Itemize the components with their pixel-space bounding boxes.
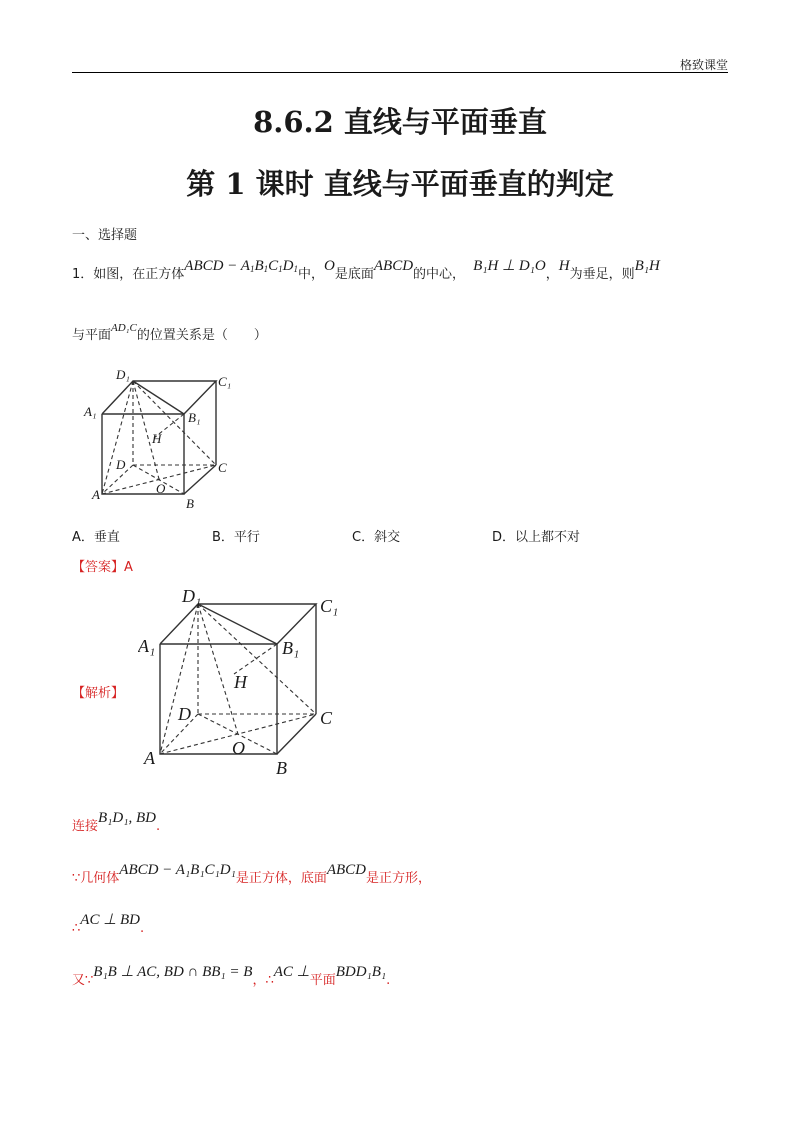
solution-text: . [386, 973, 391, 988]
label-c: C [320, 708, 333, 728]
cube-figure-large [138, 582, 368, 778]
label-a: A [92, 487, 100, 502]
solution-math: BDD₁B₁ [335, 964, 387, 980]
label-h: H [152, 431, 162, 446]
label-d1: D₁ [182, 586, 202, 606]
label-c: C [218, 460, 227, 475]
cube-figure-small [80, 366, 240, 514]
solution-line-2 [72, 862, 431, 886]
label-b: B [276, 758, 287, 778]
solution-math: B₁B ⊥ AC, BD ∩ BB₁ = B [93, 964, 253, 980]
solution-text: 是正方体，底面 [235, 871, 327, 886]
solution-line-1 [72, 810, 160, 834]
solution-math: AC ⊥ BD [80, 912, 141, 928]
cube-name: ABCD − $A_1B_1C_1D_1$ [184, 258, 298, 274]
point-h: H [558, 258, 570, 274]
question-text: 与平面 [72, 328, 112, 343]
label-b1: B₁ [282, 638, 300, 658]
solution-line-4 [72, 962, 390, 988]
lesson-title: 第 1 课时 直线与平面垂直的判定 [186, 167, 614, 201]
label-d: D [116, 457, 126, 472]
solution-text: . [140, 921, 145, 936]
analysis-label: 【解析】 [72, 686, 125, 701]
solution-math: AC ⊥ [273, 964, 310, 980]
solution-text: 是正方形， [366, 871, 432, 886]
question-line-2 [72, 322, 267, 343]
solution-text: ∴ [72, 921, 81, 936]
question-text: 为垂足，则 [569, 267, 635, 282]
segment-b1h: B₁H [634, 258, 660, 274]
solution-math: ABCD − A₁B₁C₁D₁ [119, 862, 236, 878]
label-d: D [178, 704, 191, 724]
question-line-1 [72, 256, 660, 282]
solution-text: ，∴ [252, 973, 274, 988]
header-brand: 格致课堂 [679, 58, 728, 72]
label-c1: C₁ [218, 374, 232, 389]
label-c1: C₁ [320, 596, 339, 616]
solution-text: 又∵ [72, 973, 94, 988]
solution-text: . [155, 819, 161, 834]
question-number: 1．如图，在正方体 [72, 267, 185, 282]
label-a1: A₁ [138, 636, 156, 656]
option-b[interactable]: B．平行 [212, 530, 260, 545]
solution-text: 连接 [72, 819, 99, 834]
solution-text: ∵几何体 [72, 871, 120, 886]
label-b: B [186, 496, 194, 511]
label-o: O [232, 738, 245, 758]
option-d[interactable]: D．以上都不对 [492, 530, 581, 545]
option-a[interactable]: A．垂直 [72, 530, 120, 545]
point-o: O [324, 258, 335, 274]
question-text: ， [545, 267, 559, 282]
option-c[interactable]: C．斜交 [352, 530, 401, 545]
perp-condition: B₁H ⊥ D₁O [473, 258, 546, 274]
solution-math: ABCD [326, 862, 367, 878]
label-a1: A₁ [84, 404, 97, 419]
question-text: 中， [298, 267, 325, 282]
plane-name: AD₁C [111, 322, 137, 334]
label-h: H [234, 672, 247, 692]
solution-math: B₁D₁, BD [98, 810, 156, 826]
question-text: 的中心， [413, 267, 466, 282]
header-rule [72, 72, 728, 73]
base-name: ABCD [373, 258, 414, 274]
answer-label: 【答案】A [72, 560, 133, 575]
label-d1: D₁ [116, 367, 130, 382]
solution-text: 平面 [309, 973, 336, 988]
label-b1: B₁ [188, 410, 201, 425]
label-o: O [156, 481, 166, 496]
section-heading: 一、选择题 [72, 228, 138, 243]
question-text: 是底面 [334, 267, 374, 282]
label-a: A [144, 748, 155, 768]
question-text: 的位置关系是（ ） [136, 328, 267, 343]
solution-line-3 [72, 910, 144, 936]
section-title: 8.6.2 直线与平面垂直 [253, 105, 547, 139]
